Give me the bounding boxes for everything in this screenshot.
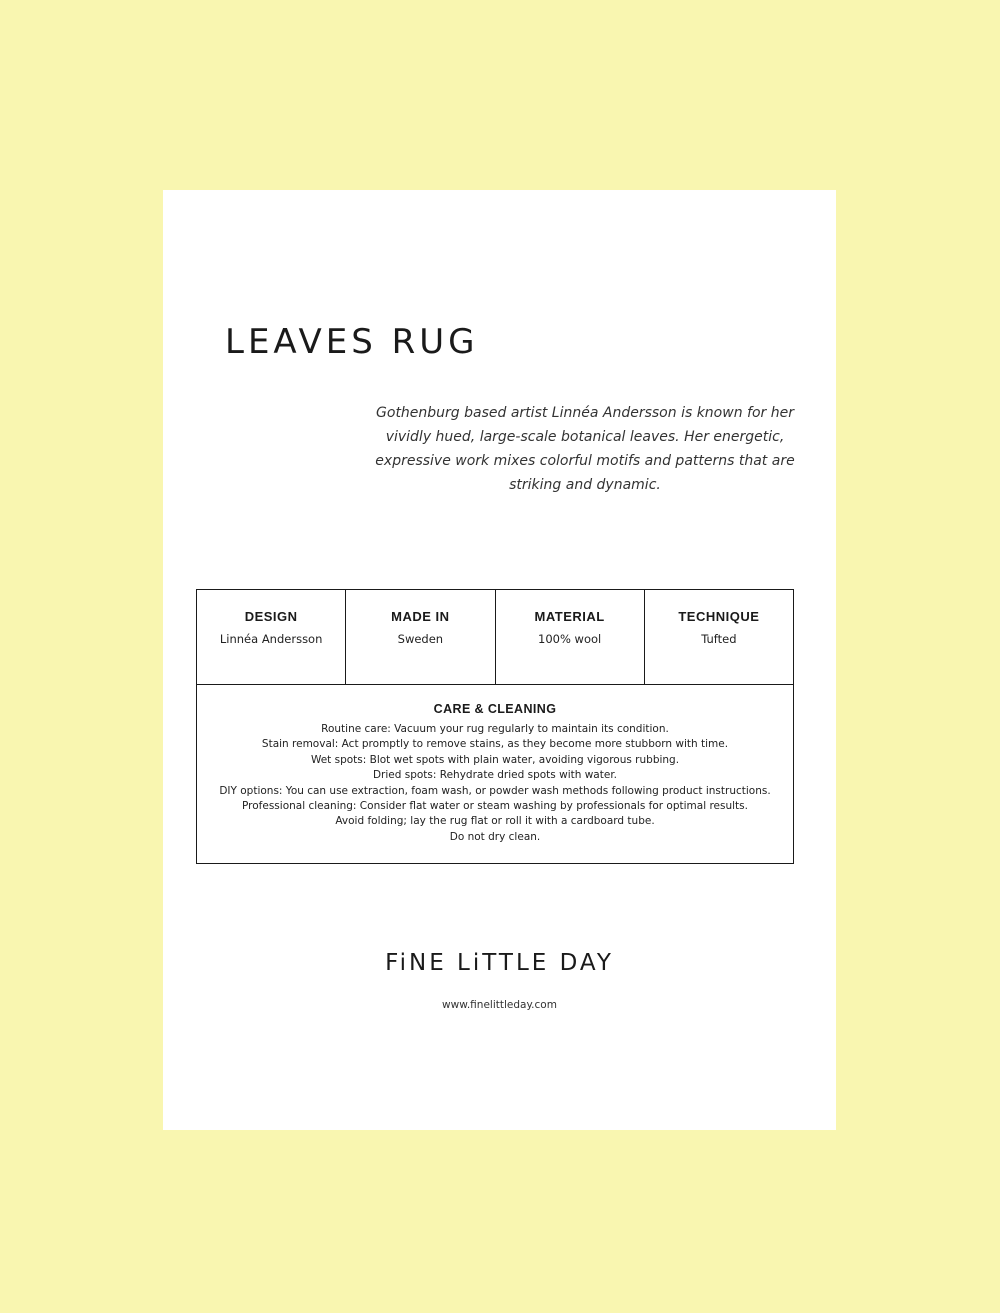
spec-value: 100% wool bbox=[538, 632, 602, 646]
care-line: Dried spots: Rehydrate dried spots with water. bbox=[372, 769, 618, 782]
spec-label: MADE IN bbox=[391, 609, 450, 624]
brand-url: www.finelittleday.com bbox=[442, 999, 557, 1011]
spec-made-in bbox=[346, 590, 495, 684]
spec-label: MATERIAL bbox=[534, 609, 605, 624]
care-line: Routine care: Vacuum your rug regularly to maintain its condition. bbox=[321, 723, 669, 735]
care-title: CARE & CLEANING bbox=[433, 702, 557, 716]
spec-label: DESIGN bbox=[244, 609, 298, 624]
spec-material bbox=[496, 590, 645, 684]
spec-value: Tufted bbox=[701, 632, 737, 646]
care-line: Do not dry clean. bbox=[449, 830, 541, 843]
spec-technique bbox=[645, 590, 793, 684]
spec-value: Linnéa Andersson bbox=[219, 632, 323, 646]
product-title: LEAVES RUG bbox=[225, 322, 479, 362]
product-description: Gothenburg based artist Linnéa Andersson is known for her vividly hued, large-scale botanical leaves. Her energetic, expressive work mixes colorful motifs and patterns that are striking and dynamic. bbox=[375, 405, 795, 493]
product-card bbox=[163, 190, 836, 1130]
care-line: Professional cleaning: Consider flat water or steam washing by professionals for optimal results. bbox=[242, 800, 748, 813]
spec-design bbox=[197, 590, 346, 684]
care-section bbox=[196, 684, 794, 864]
care-line: Stain removal: Act promptly to remove stains, as they become more stubborn with time. bbox=[261, 738, 729, 751]
brand-logo: FiNE LiTTLE DAY bbox=[385, 950, 614, 976]
spec-value: Sweden bbox=[397, 632, 444, 646]
care-line: Wet spots: Blot wet spots with plain water, avoiding vigorous rubbing. bbox=[310, 753, 680, 766]
specs-table bbox=[196, 589, 794, 685]
spec-label: TECHNIQUE bbox=[678, 609, 760, 624]
care-line: Avoid folding; lay the rug flat or roll it with a cardboard tube. bbox=[335, 815, 655, 828]
care-line: DIY options: You can use extraction, foam wash, or powder wash methods following product instructions. bbox=[219, 784, 771, 797]
